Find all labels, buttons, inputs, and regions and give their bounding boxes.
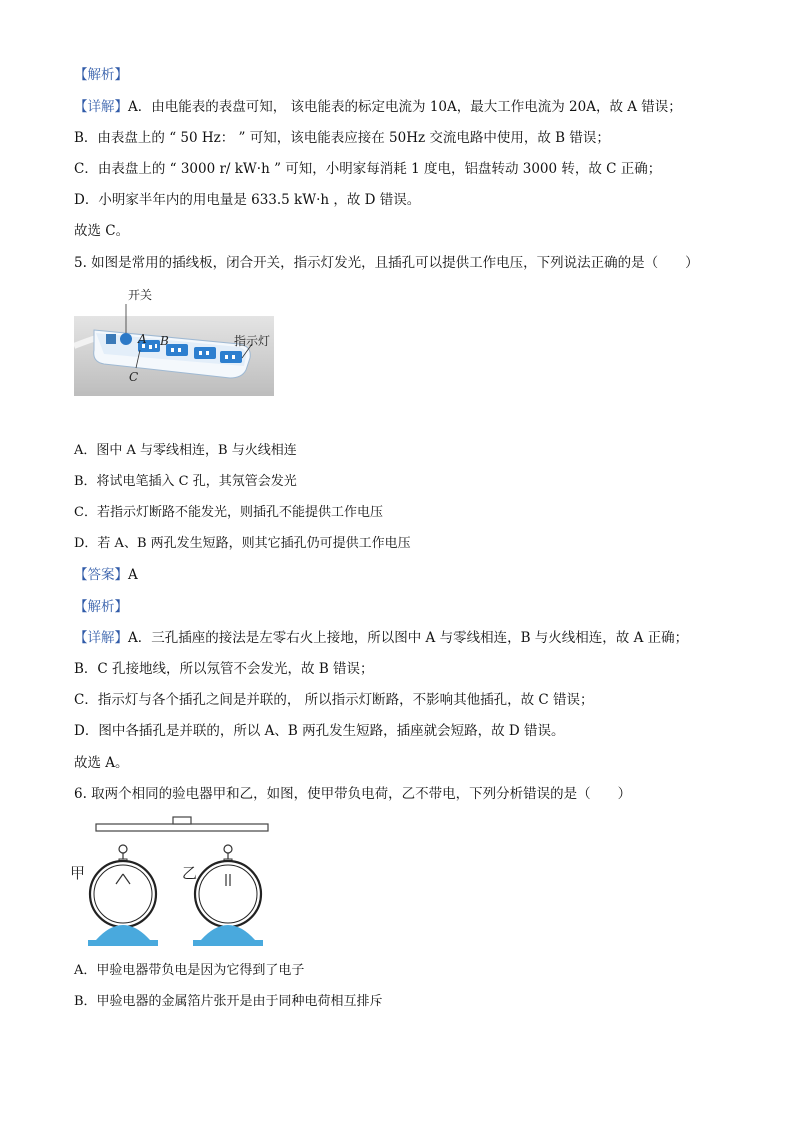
solution-detail [74, 98, 682, 116]
q6-option-b: B．甲验电器的金属箔片张开是由于同种电荷相互排斥 [74, 994, 383, 1009]
q5-option-c: C．若指示灯断路不能发光，则插孔不能提供工作电压 [74, 505, 383, 520]
solution-line-c: C．由表盘上的 “ 3000 r/ kW·h ” 可知，小明家每消耗 1 度电，铝盘转动 3000 转，故 C 正确； [74, 161, 662, 177]
power-strip-figure [74, 286, 274, 396]
q5-detail-text: A．三孔插座的接法是左零右火上接地，所以图中 A 与零线相连，B 与火线相连，故 A 正确； [128, 630, 689, 646]
solution-line-d: D．小明家半年内的用电量是 633.5 kW·h ，故 D 错误。 [74, 192, 421, 208]
hole-c-label: C [129, 370, 139, 384]
electroscope-jia [88, 845, 158, 946]
q5-option-a: A．图中 A 与零线相连，B 与火线相连 [74, 443, 297, 458]
rod-handle [173, 817, 191, 824]
q5-conclusion: 故选 A。 [74, 755, 129, 771]
answer-value: A [128, 567, 138, 583]
q5-line-d: D．图中各插孔是并联的，所以 A、B 两孔发生短路，插座就会短路，故 D 错误。 [74, 723, 565, 739]
metal-rod [96, 824, 268, 831]
question-6-stem: 6. 取两个相同的验电器甲和乙，如图，使甲带负电荷，乙不带电，下列分析错误的是（ ） [74, 786, 632, 802]
jia-label: 甲 [70, 864, 86, 882]
electroscope-figure [70, 814, 280, 950]
answer-tag: 【答案】 [74, 567, 128, 583]
stand-jia [88, 925, 158, 946]
hole-a-label: A [138, 332, 147, 346]
switch-label: 开关 [128, 288, 153, 302]
stand-yi [193, 925, 263, 946]
q5-line-b: B．C 孔接地线，所以氖管不会发光，故 B 错误； [74, 661, 374, 677]
q5-analysis-tag: 【解析】 [74, 599, 128, 615]
q5-line-c: C．指示灯与各个插孔之间是并联的， 所以指示灯断路，不影响其他插孔，故 C 错误； [74, 692, 594, 708]
q5-option-d: D．若 A、B 两孔发生短路，则其它插孔仍可提供工作电压 [74, 536, 411, 551]
q6-option-a: A．甲验电器带负电是因为它得到了电子 [74, 963, 305, 978]
yi-label: 乙 [182, 864, 198, 882]
q5-answer [74, 566, 138, 584]
indicator-label: 指示灯 [234, 334, 271, 348]
q5-option-b: B．将试电笔插入 C 孔，其氖管会发光 [74, 474, 297, 489]
socket-4 [220, 351, 242, 363]
analysis-tag: 【解析】 [74, 67, 128, 83]
hole-b-label: B [160, 334, 169, 348]
detail-tag: 【详解】 [74, 99, 128, 115]
question-5-stem: 5. 如图是常用的插线板，闭合开关，指示灯发光，且插孔可以提供工作电压，下列说法正确的是（ ） [74, 255, 699, 271]
detail-text: A．由电能表的表盘可知， 该电能表的标定电流为 10A，最大工作电流为 20A，故 A 错误； [128, 99, 682, 115]
electroscope-yi [193, 845, 263, 946]
solution-line-b: B．由表盘上的 “ 50 Hz： ” 可知，该电能表应接在 50Hz 交流电路中使用，故 B 错误； [74, 130, 610, 146]
q5-detail-tag: 【详解】 [74, 630, 128, 646]
socket-2 [166, 344, 188, 356]
switch-button [120, 333, 132, 345]
socket-3 [194, 347, 216, 359]
solution-conclusion: 故选 C。 [74, 223, 130, 239]
q5-detail [74, 629, 688, 647]
